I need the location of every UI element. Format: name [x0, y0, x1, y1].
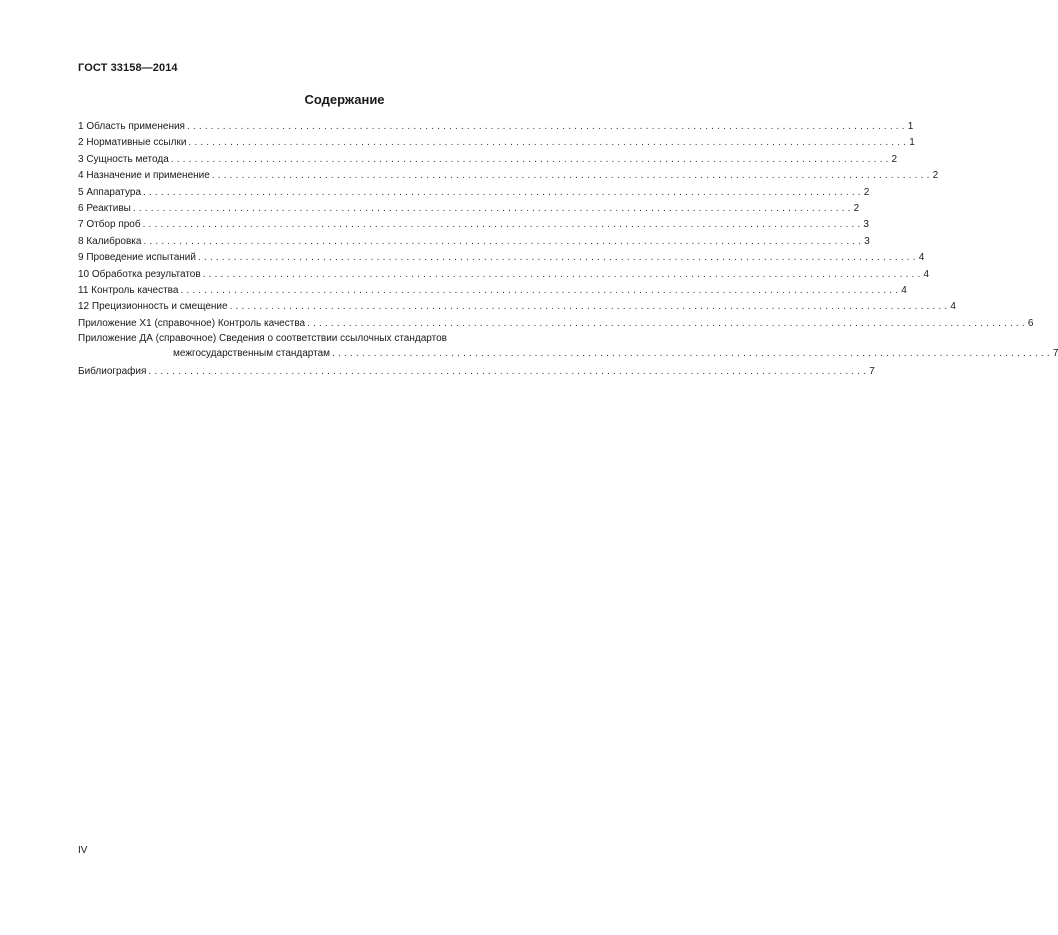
toc-entry-page: 2 — [863, 186, 870, 198]
toc-entry-page: 4 — [901, 284, 907, 296]
toc-entry-page: 2 — [853, 202, 860, 214]
dot-leader — [143, 217, 861, 233]
toc-entry[interactable] — [78, 234, 870, 250]
toc-entry[interactable] — [78, 201, 860, 217]
toc-entry[interactable] — [78, 299, 956, 315]
toc-entry-label: 7 Отбор проб — [78, 219, 141, 231]
toc-entry-label: 10 Обработка результатов — [78, 268, 201, 280]
toc-entry[interactable] — [78, 332, 1058, 364]
toc-entry[interactable] — [78, 250, 925, 266]
toc-entry-page: 1 — [909, 137, 915, 149]
toc-entry[interactable] — [78, 283, 907, 299]
toc-entry-label: Приложение ДА (справочное) Сведения о соответствии ссылочных стандартов — [78, 333, 447, 345]
dot-leader — [212, 168, 930, 184]
dot-leader — [133, 201, 851, 217]
toc-entry-page: 6 — [1027, 317, 1034, 329]
toc-entry-page: 7 — [869, 366, 875, 378]
toc-entry-page: 1 — [907, 121, 914, 132]
toc-entry-label-continuation: межгосударственным стандартам — [173, 348, 331, 360]
dot-leader — [171, 152, 889, 168]
dot-leader — [230, 299, 948, 315]
dot-leader — [332, 346, 1050, 361]
dot-leader — [307, 316, 1025, 332]
dot-leader — [143, 185, 861, 201]
toc-entry-label: 5 Аппаратура — [78, 186, 142, 198]
toc-title: Содержание — [304, 92, 385, 107]
dot-leader — [143, 234, 861, 250]
toc-entry-label: Библиография — [78, 366, 147, 378]
toc-entry[interactable] — [78, 185, 870, 201]
toc-entry-page: 4 — [950, 301, 956, 313]
toc-entry-page: 3 — [864, 235, 870, 247]
dot-leader — [187, 119, 905, 135]
toc-entry-label: 11 Контроль качества — [78, 284, 179, 296]
toc-entry-label: Приложение Х1 (справочное) Контроль качества — [78, 317, 306, 329]
toc-entry[interactable] — [78, 152, 898, 168]
dot-leader — [180, 283, 898, 299]
toc-entry[interactable] — [78, 119, 914, 135]
dot-leader — [188, 135, 906, 151]
dot-leader — [203, 267, 921, 283]
toc-entry-page: 2 — [932, 170, 939, 182]
toc-entry-label: 9 Проведение испытаний — [78, 252, 196, 264]
toc-entry-label: 2 Нормативные ссылки — [78, 137, 187, 149]
toc-entry-label: 1 Область применения — [78, 121, 185, 132]
toc-entry-page: 3 — [863, 219, 869, 231]
dot-leader — [198, 250, 916, 266]
toc-entry[interactable] — [78, 267, 930, 283]
toc-entry-label: 8 Калибровка — [78, 235, 142, 247]
toc-entry-label: 6 Реактивы — [78, 202, 131, 214]
toc-entry[interactable] — [78, 135, 915, 151]
toc-entry-label: 3 Сущность метода — [78, 153, 169, 165]
toc-entry-page: 7 — [1052, 348, 1058, 360]
page-number: IV — [78, 845, 88, 856]
document-code: ГОСТ 33158—2014 — [78, 62, 178, 74]
toc-entry[interactable] — [78, 168, 939, 184]
table-of-contents — [78, 119, 1058, 380]
toc-entry-label: 12 Прецизионность и смещение — [78, 301, 228, 313]
toc-entry-page: 4 — [918, 252, 925, 264]
toc-entry[interactable] — [78, 217, 869, 233]
toc-entry[interactable] — [78, 364, 875, 380]
toc-entry-page: 2 — [891, 153, 898, 165]
toc-entry-page: 4 — [923, 268, 930, 280]
toc-entry-label: 4 Назначение и применение — [78, 170, 210, 182]
dot-leader — [148, 364, 866, 380]
toc-entry[interactable] — [78, 316, 1034, 332]
